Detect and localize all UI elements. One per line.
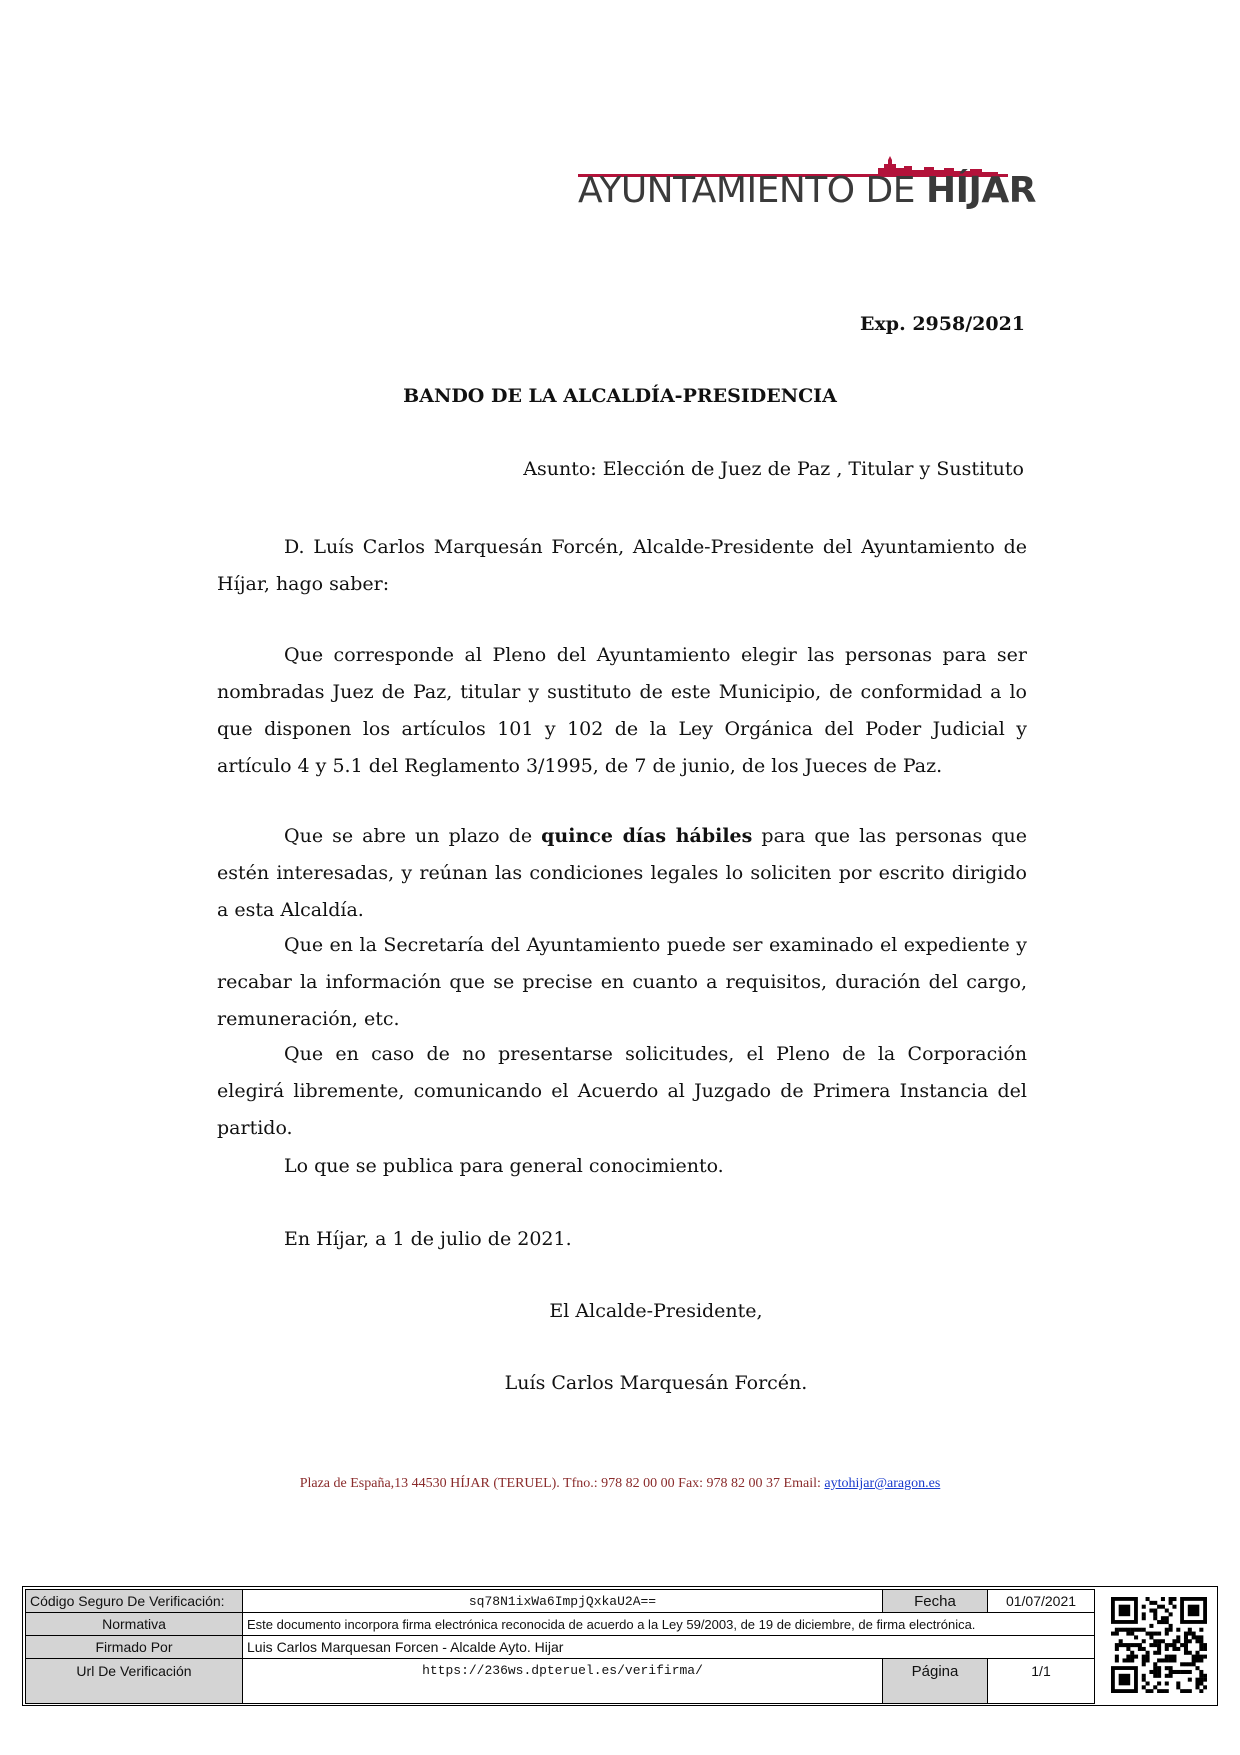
subject-line: Asunto: Elección de Juez de Paz , Titular y Sustituto <box>523 458 1024 480</box>
place-date: En Híjar, a 1 de julio de 2021. <box>284 1228 572 1250</box>
signer-name: Luís Carlos Marquesán Forcén. <box>504 1372 808 1394</box>
paragraph-2: Que se abre un plazo de quince días hábiles para que las personas que estén interesadas, y reúnan las condiciones legales lo soliciten por escrito dirigido a esta Alcaldía. <box>217 825 1027 921</box>
firmado-value: Luis Carlos Marquesan Forcen - Alcalde Ayto. Hijar <box>243 1636 1095 1659</box>
pagina-value: 1/1 <box>988 1659 1095 1704</box>
csv-value: sq78N1ixWa6ImpjQxkaU2A== <box>243 1590 883 1613</box>
paragraph-1: Que corresponde al Pleno del Ayuntamiento elegir las personas para ser nombradas Juez de Paz, titular y sustituto de este Municipio, de conformidad a lo que disponen los artículos 101 y 102 de la Ley Orgánica del Poder Judicial y artículo 4 y 5.1 del Reglamento 3/1995, de 7 de junio, de los Jueces de Paz. <box>217 644 1027 777</box>
email-link[interactable]: aytohijar@aragon.es <box>824 1476 941 1491</box>
csv-label: Código Seguro De Verificación: <box>26 1590 243 1613</box>
firmado-label: Firmado Por <box>26 1636 243 1659</box>
verification-block <box>22 1586 1218 1706</box>
document-title: BANDO DE LA ALCALDÍA-PRESIDENCIA <box>403 385 837 407</box>
paragraph-5: Lo que se publica para general conocimiento. <box>284 1155 724 1177</box>
ayuntamiento-logo <box>578 156 1036 216</box>
intro-paragraph: D. Luís Carlos Marquesán Forcén, Alcalde-Presidente del Ayuntamiento de Híjar, hago saber: <box>217 536 1027 595</box>
signer-role: El Alcalde-Presidente, <box>549 1300 763 1322</box>
footer-address: Plaza de España,13 44530 HÍJAR (TERUEL). Tfno.: 978 82 00 00 Fax: 978 82 00 37 Email: aytohijar@aragon.es <box>299 1476 941 1491</box>
pagina-label: Página <box>883 1659 988 1704</box>
logo-text: AYUNTAMIENTO DE HÍJAR <box>578 170 1036 211</box>
deadline-emphasis: quince días hábiles <box>541 825 753 847</box>
verification-table <box>25 1589 1095 1704</box>
normativa-value: Este documento incorpora firma electrónica reconocida de acuerdo a la Ley 59/2003, de 19 de diciembre, de firma electrónica. <box>243 1613 1095 1636</box>
fecha-label: Fecha <box>883 1590 988 1613</box>
paragraph-4: Que en caso de no presentarse solicitudes, el Pleno de la Corporación elegirá libremente, comunicando el Acuerdo al Juzgado de Primera Instancia del partido. <box>217 1043 1027 1139</box>
fecha-value: 01/07/2021 <box>988 1590 1095 1613</box>
url-label: Url De Verificación <box>26 1659 243 1704</box>
url-value[interactable]: https://236ws.dpteruel.es/verifirma/ <box>243 1659 883 1704</box>
paragraph-3: Que en la Secretaría del Ayuntamiento puede ser examinado el expediente y recabar la información que se precise en cuanto a requisitos, duración del cargo, remuneración, etc. <box>217 934 1027 1030</box>
expediente-number: Exp. 2958/2021 <box>860 313 1026 335</box>
qr-code-icon <box>1111 1597 1207 1693</box>
normativa-label: Normativa <box>26 1613 243 1636</box>
